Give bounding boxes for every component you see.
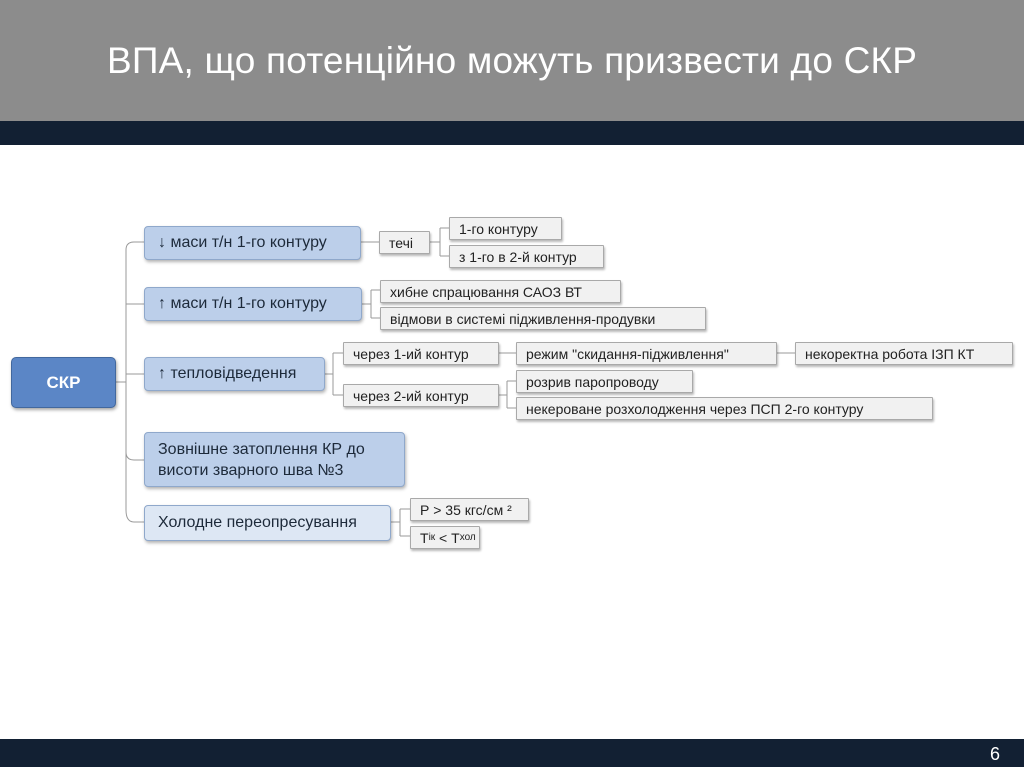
connector-root-trunk bbox=[116, 250, 126, 510]
connector-branch4 bbox=[126, 440, 144, 460]
branch-external-flooding-line1: Зовнішне затоплення КР до bbox=[158, 440, 365, 458]
branch-external-flooding bbox=[144, 432, 405, 487]
root-node-skr: СКР bbox=[11, 357, 116, 408]
leaf-feed-bleed-mode: режим "скидання-підживлення" bbox=[516, 342, 777, 365]
connector-branch1 bbox=[126, 242, 144, 250]
temp-operator: < bbox=[435, 529, 452, 546]
connector-b1-leaves bbox=[430, 228, 449, 256]
leaf-izp-malfunction: некоректна робота ІЗП КТ bbox=[795, 342, 1013, 365]
temp-t2: Т bbox=[451, 529, 460, 546]
leaf-leaks: течі bbox=[379, 231, 430, 254]
leaf-pressure-condition: Р > 35 кгс/см ² bbox=[410, 498, 529, 521]
connector-b3-leaves bbox=[499, 381, 516, 408]
footer-bar bbox=[0, 739, 1024, 767]
connector-b3-paths bbox=[325, 353, 343, 395]
leaf-uncontrolled-cooldown: некероване розхолодження через ПСП 2-го контуру bbox=[516, 397, 933, 420]
temp-t2-sub: хол bbox=[459, 532, 476, 543]
leaf-false-triggering: хибне спрацювання САОЗ ВТ bbox=[380, 280, 621, 303]
slide-title: ВПА, що потенційно можуть призвести до СКР bbox=[107, 40, 918, 81]
branch-increase-mass-1: ↑ маси т/н 1-го контуру bbox=[144, 287, 362, 321]
leaf-makeup-failures: відмови в системі підживлення-продувки bbox=[380, 307, 706, 330]
temp-t1-sub: ік bbox=[428, 532, 436, 543]
connector-b5-leaves bbox=[391, 509, 410, 536]
leaf-circuit-1: 1-го контуру bbox=[449, 217, 562, 240]
leaf-steam-line-break: розрив паропроводу bbox=[516, 370, 693, 393]
leaf-via-circuit-2: через 2-ий контур bbox=[343, 384, 499, 407]
branch-external-flooding-line2: висоти зварного шва №3 bbox=[158, 461, 344, 479]
leaf-temperature-condition bbox=[410, 526, 480, 549]
leaf-via-circuit-1: через 1-ий контур bbox=[343, 342, 499, 365]
connector-b2-leaves bbox=[362, 290, 380, 318]
page-number: 6 bbox=[989, 744, 1000, 764]
connector-branch5 bbox=[126, 510, 144, 522]
temp-t1: Т bbox=[420, 529, 429, 546]
branch-cold-overpressurization: Холодне переопресування bbox=[144, 505, 391, 541]
branch-decrease-mass-1: ↓ маси т/н 1-го контуру bbox=[144, 226, 361, 260]
leaf-circuit-1-to-2: з 1-го в 2-й контур bbox=[449, 245, 604, 268]
branch-increase-heat-removal: ↑ тепловідведення bbox=[144, 357, 325, 391]
